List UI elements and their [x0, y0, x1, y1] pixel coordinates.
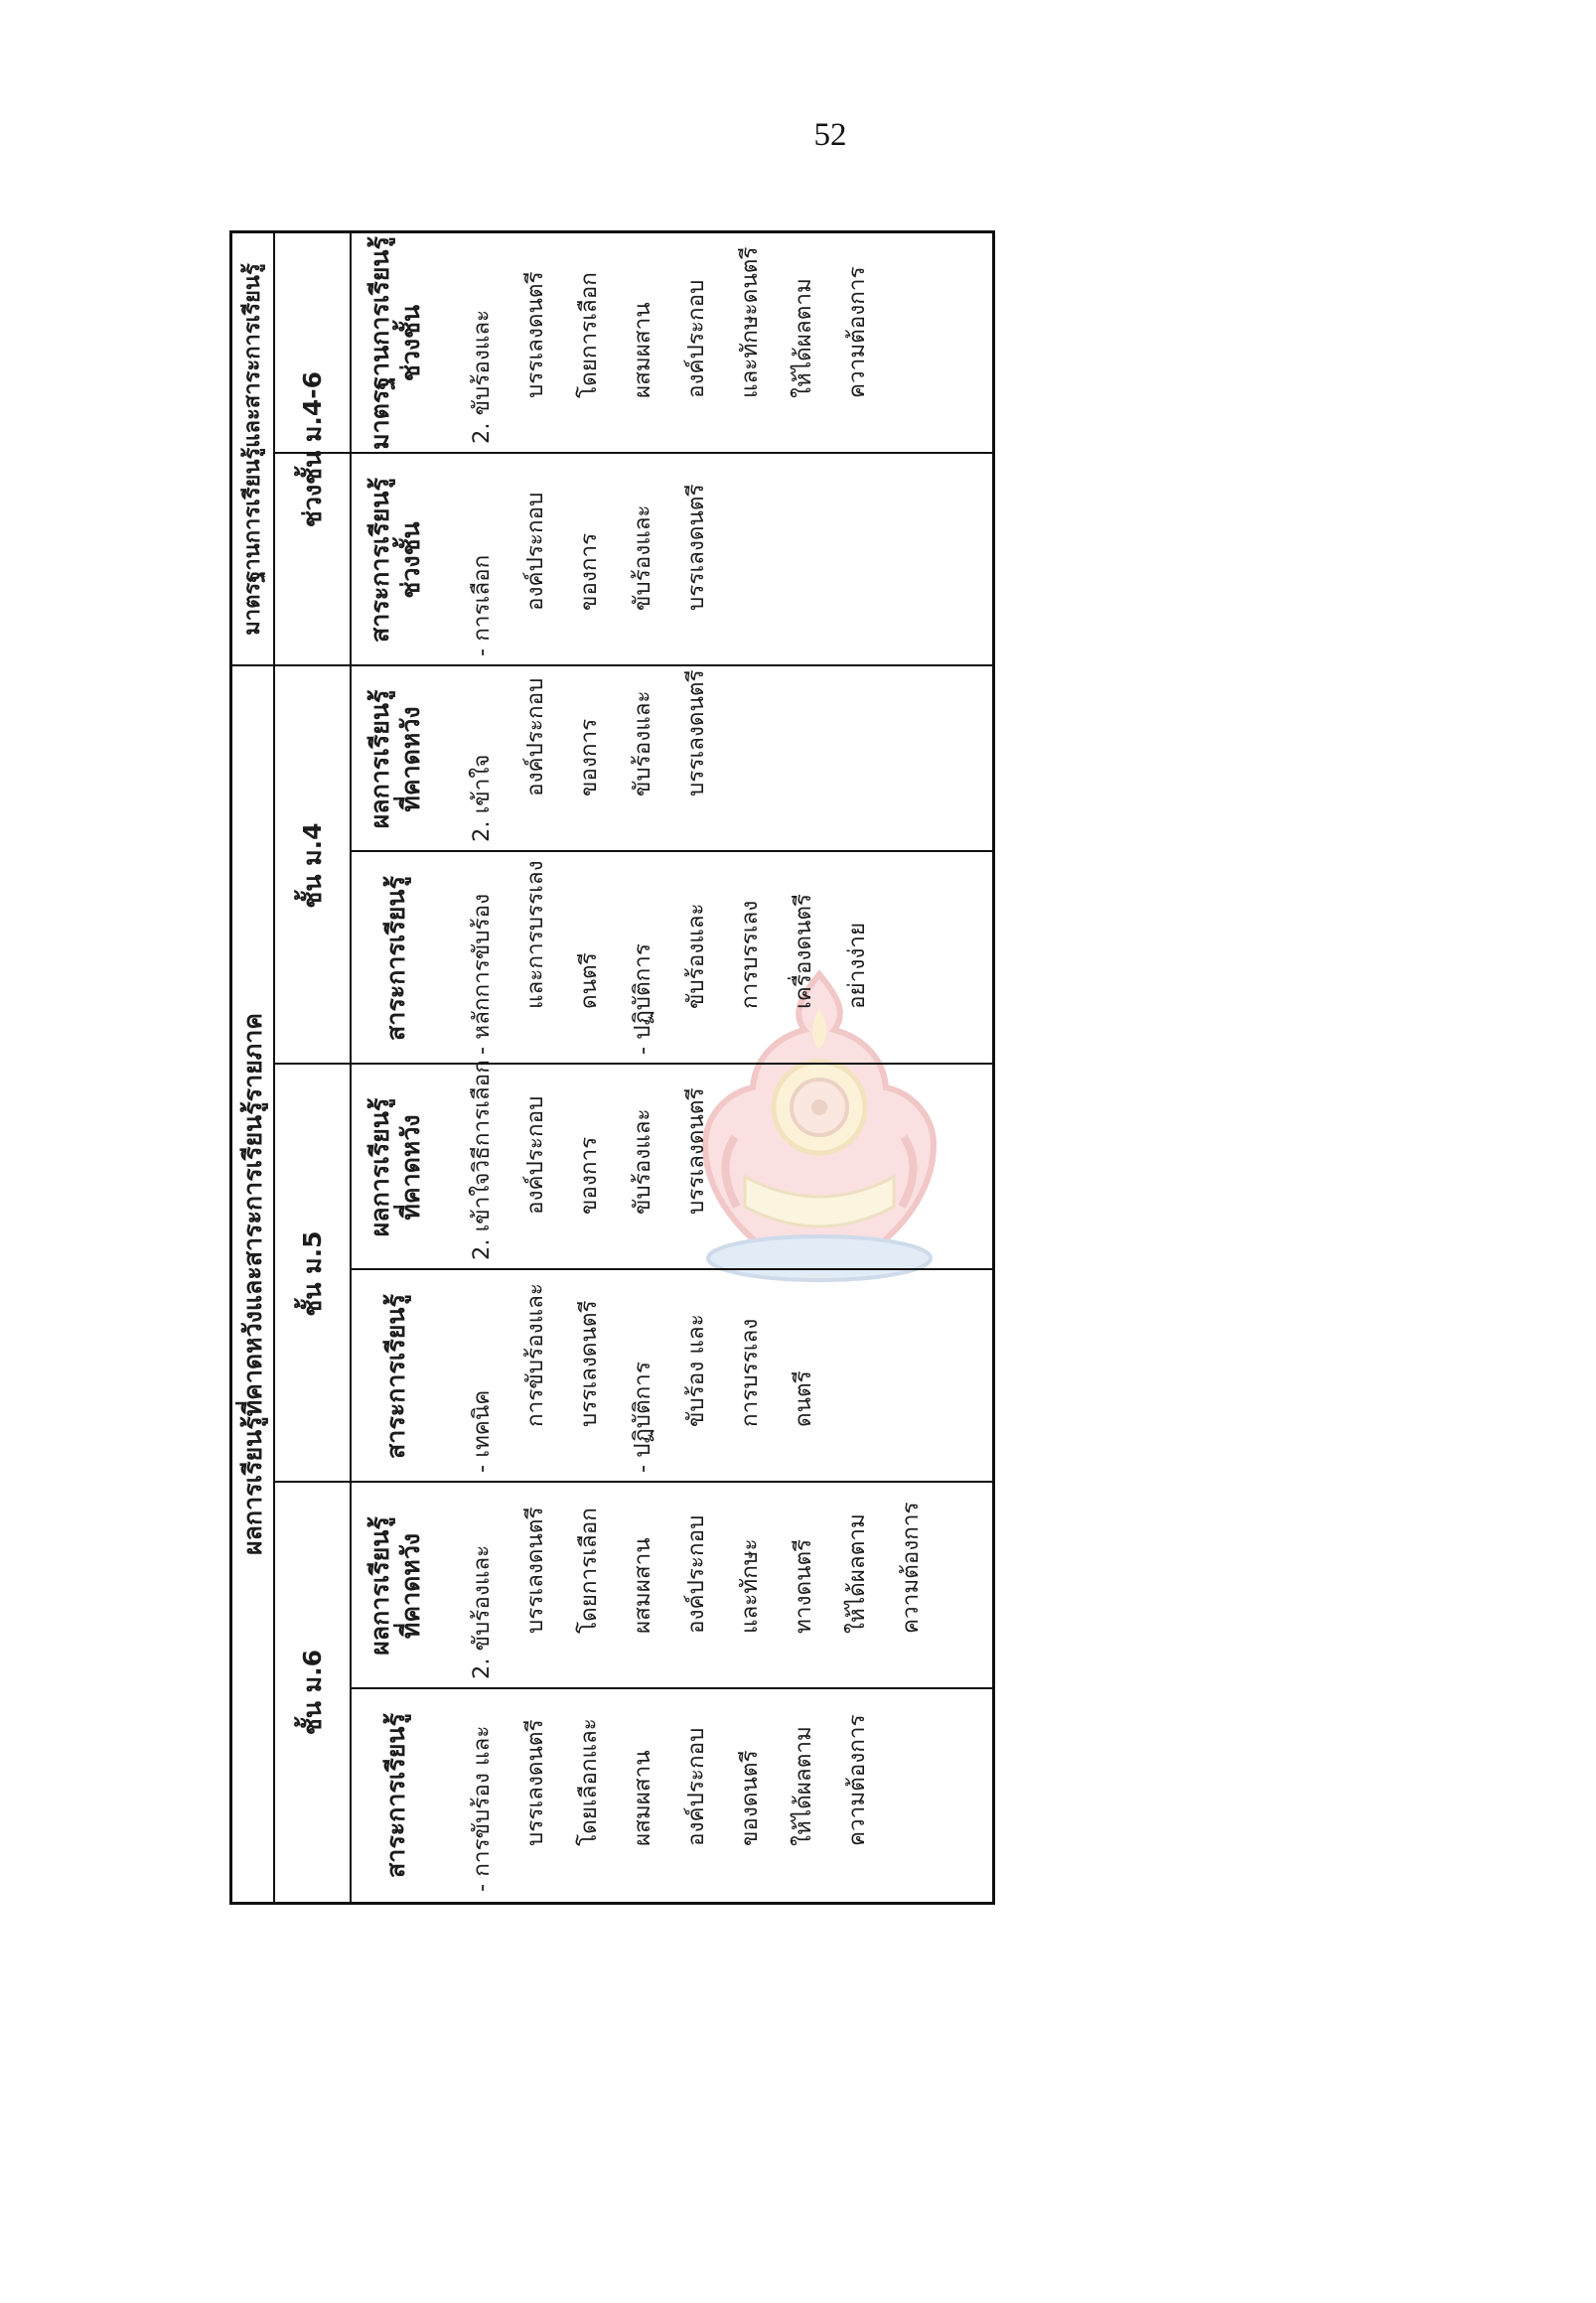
cell-line: โดยการเลือก — [576, 272, 602, 398]
col-header-content-range-line1: สาระการเรียนรู้ — [365, 478, 394, 643]
cell-line: การขับร้องและ — [522, 1283, 548, 1427]
cell-line: องค์ประกอบ — [683, 1514, 709, 1634]
cell-line: ผสมผสาน — [630, 1750, 655, 1846]
cell-line: - ปฏิบัติการ — [616, 852, 669, 1055]
col-header-content-range-line2: ช่วงชั้น — [396, 521, 425, 599]
col-header-content-range — [352, 454, 439, 666]
cell-line: ให้ได้ผลตาม — [791, 1726, 816, 1846]
cell-line: 2. เข้าใจ — [469, 754, 495, 842]
cell-m6-expected — [441, 1483, 993, 1689]
cell-line: บรรเลงดนตรี — [683, 669, 709, 796]
cell-m5-expected — [441, 1060, 993, 1270]
cell-line: บรรเลงดนตรี — [683, 1087, 709, 1215]
cell-line: ขับร้องและ — [683, 903, 709, 1009]
outcomes-group-header — [232, 666, 273, 1902]
cell-line: ขับร้องและ — [630, 1108, 655, 1215]
cell-line: ดนตรี — [576, 952, 602, 1009]
cell-line: ของการ — [576, 532, 602, 611]
col-header-m5-expected-line1: ผลการเรียนรู้ — [365, 1097, 394, 1237]
cell-m4-expected — [441, 666, 993, 852]
grade-m5-title: ชั้น ม.5 — [298, 1230, 327, 1317]
cell-line: - การขับร้อง และ — [455, 1689, 508, 1892]
cell-line: ของดนตรี — [737, 1750, 763, 1846]
col-header-m4-content — [352, 852, 439, 1065]
cell-line: ผสมผสาน — [630, 1537, 655, 1634]
col-header-m4-expected — [352, 666, 439, 852]
cell-line: และทักษะ — [737, 1538, 763, 1634]
grade-m4-title: ชั้น ม.4 — [298, 822, 327, 909]
col-header-m5-expected-line2: ที่คาดหวัง — [396, 1114, 425, 1221]
cell-m4-content — [441, 852, 993, 1065]
col-header-m6-expected-line2: ที่คาดหวัง — [396, 1532, 425, 1640]
page-number: 52 — [813, 117, 847, 153]
cell-standard — [441, 232, 993, 454]
cell-line: ทางดนตรี — [791, 1538, 816, 1634]
cell-line: โดยการเลือก — [576, 1508, 602, 1634]
cell-line: ความต้องการ — [844, 1714, 870, 1846]
cell-line: - ปฏิบัติการ — [616, 1270, 669, 1473]
cell-line: และทักษะดนตรี — [737, 246, 763, 398]
cell-line: เครื่องดนตรี — [791, 893, 816, 1009]
cell-line: 2. เข้าใจวิธีการเลือก — [469, 1060, 495, 1260]
cell-line: และการบรรเลง — [522, 860, 548, 1009]
outcomes-group-title: ผลการเรียนรู้ที่คาดหวังและสาระการเรียนรู้รายภาค — [238, 1012, 267, 1556]
standards-level-title: ช่วงชั้น ม.4-6 — [298, 370, 327, 528]
cell-line: อย่างง่าย — [844, 922, 870, 1009]
cell-line: การบรรเลง — [737, 900, 763, 1009]
col-header-standard-line1: มาตรฐานการเรียนรู้ — [365, 236, 394, 450]
cell-line: ขับร้องและ — [630, 690, 655, 796]
col-header-m6-content-line1: สาระการเรียนรู้ — [380, 1713, 410, 1878]
grade-m6-title: ชั้น ม.6 — [298, 1649, 327, 1736]
cell-line: ดนตรี — [791, 1370, 816, 1427]
curriculum-table — [229, 230, 995, 1905]
col-header-m6-content — [352, 1689, 439, 1902]
cell-line: ขับร้อง และ — [683, 1314, 709, 1427]
grade-m4-header — [275, 666, 350, 1065]
cell-line: การบรรเลง — [737, 1318, 763, 1427]
cell-line: - เทคนิค — [455, 1270, 508, 1473]
cell-line: องค์ประกอบ — [683, 1727, 709, 1846]
cell-m5-content — [441, 1270, 993, 1483]
standards-group-header — [232, 232, 273, 666]
col-header-m4-expected-line2: ที่คาดหวัง — [396, 706, 425, 812]
col-header-m5-content-line1: สาระการเรียนรู้ — [380, 1294, 410, 1459]
cell-line: องค์ประกอบ — [683, 279, 709, 398]
cell-line: 2. ขับร้องและ — [469, 309, 495, 444]
cell-line: ความต้องการ — [844, 266, 870, 398]
cell-line: โดยเลือกและ — [576, 1718, 602, 1846]
cell-line: องค์ประกอบ — [522, 492, 548, 611]
cell-line: บรรเลงดนตรี — [522, 1719, 548, 1846]
col-header-m6-expected-line1: ผลการเรียนรู้ — [365, 1516, 394, 1655]
cell-m6-content — [441, 1689, 993, 1902]
col-header-m5-content — [352, 1270, 439, 1483]
cell-line: ให้ได้ผลตาม — [791, 278, 816, 398]
cell-line: บรรเลงดนตรี — [522, 271, 548, 398]
cell-line: ความต้องการ — [898, 1502, 924, 1634]
cell-line: องค์ประกอบ — [522, 677, 548, 796]
cell-line: ผสมผสาน — [630, 302, 655, 398]
col-header-m5-expected — [352, 1065, 439, 1270]
grade-m6-header — [275, 1483, 350, 1902]
cell-line: ของการ — [576, 1136, 602, 1215]
cell-line: ของการ — [576, 718, 602, 796]
standards-level-header — [275, 232, 350, 666]
cell-content-range — [441, 454, 993, 666]
standards-group-title: มาตรฐานการเรียนรู้และสาระการเรียนรู้ — [239, 263, 265, 636]
cell-line: บรรเลงดนตรี — [522, 1507, 548, 1634]
cell-line: - การเลือก — [455, 454, 508, 656]
cell-line: 2. ขับร้องและ — [469, 1544, 495, 1679]
cell-line: ขับร้องและ — [630, 504, 655, 611]
cell-line: บรรเลงดนตรี — [683, 484, 709, 611]
col-header-standard-line2: ช่วงชั้น — [396, 304, 425, 382]
cell-line: องค์ประกอบ — [522, 1095, 548, 1215]
cell-line: - หลักการขับร้อง — [455, 852, 508, 1055]
grade-m5-header — [275, 1065, 350, 1483]
col-header-standard — [352, 232, 439, 454]
col-header-m4-expected-line1: ผลการเรียนรู้ — [365, 689, 394, 829]
col-header-m6-expected — [352, 1483, 439, 1689]
col-header-m4-content-line1: สาระการเรียนรู้ — [380, 876, 410, 1041]
cell-line: ให้ได้ผลตาม — [844, 1513, 870, 1634]
cell-line: บรรเลงดนตรี — [576, 1300, 602, 1427]
